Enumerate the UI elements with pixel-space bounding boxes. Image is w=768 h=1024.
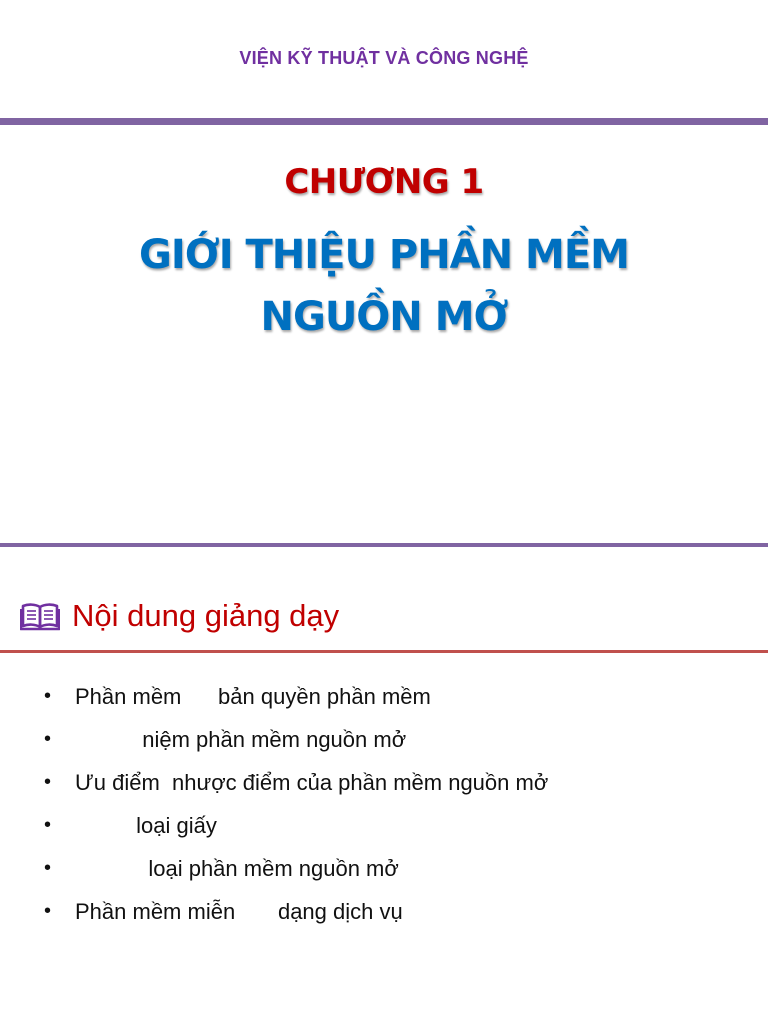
chapter-title: CHƯƠNG 1 bbox=[284, 162, 484, 202]
middle-divider bbox=[0, 543, 768, 547]
bullet-marker: • bbox=[44, 771, 52, 793]
section-divider bbox=[0, 650, 768, 653]
list-item bbox=[44, 761, 548, 804]
bullet-marker: • bbox=[44, 728, 52, 750]
institute-name: VIỆN KỸ THUẬT VÀ CÔNG NGHỆ bbox=[239, 48, 529, 68]
list-item-text: Ưu điểm nhược điểm của phần mềm nguồn mở bbox=[75, 769, 549, 795]
bullet-marker: • bbox=[44, 900, 52, 922]
content-list bbox=[44, 675, 548, 933]
section-title: Nội dung giảng dạy bbox=[72, 598, 340, 633]
bullet-marker: • bbox=[44, 857, 52, 879]
list-item-text: loại giấy bbox=[75, 812, 217, 838]
top-divider bbox=[0, 118, 768, 125]
list-item bbox=[44, 675, 548, 718]
list-item-text: Phần mềm miễn dạng dịch vụ bbox=[75, 898, 403, 924]
list-item bbox=[44, 718, 548, 761]
list-item bbox=[44, 847, 548, 890]
open-book-icon bbox=[20, 601, 60, 631]
subtitle-line-1: GIỚI THIỆU PHẦN MỀM bbox=[139, 232, 629, 278]
list-item-text: loại phần mềm nguồn mở bbox=[75, 855, 399, 881]
bullet-marker: • bbox=[44, 814, 52, 836]
subtitle-line-2: NGUỒN MỞ bbox=[260, 294, 508, 340]
section-header bbox=[20, 594, 339, 638]
list-item-text: niệm phần mềm nguồn mở bbox=[75, 726, 407, 752]
title-block bbox=[0, 160, 768, 348]
list-item bbox=[44, 890, 548, 933]
bullet-marker: • bbox=[44, 685, 52, 707]
list-item-text: Phần mềm bản quyền phần mềm bbox=[75, 683, 431, 709]
subtitle bbox=[0, 224, 768, 348]
list-item bbox=[44, 804, 548, 847]
